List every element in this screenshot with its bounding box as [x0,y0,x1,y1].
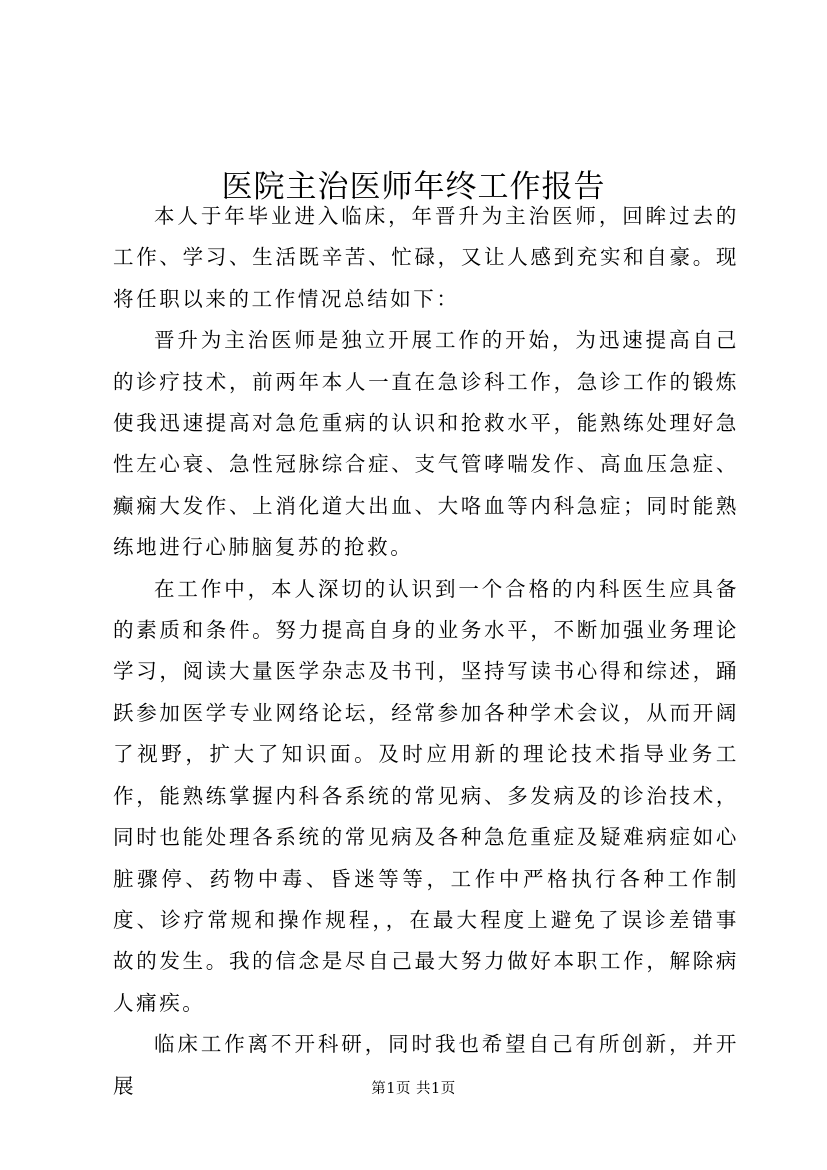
paragraph-research: 临床工作离不开科研，同时我也希望自己有所创新，并开展 [113,1032,739,1098]
paragraph-intro: 本人于年毕业进入临床，年晋升为主治医师，回眸过去的工作、学习、生活既辛苦、忙碌，又让人感到充实和自豪。现将任职以来的工作情况总结如下： [113,204,739,311]
document-body [113,196,739,1107]
paragraph-emergency-work: 晋升为主治医师是独立开展工作的开始，为迅速提高自己的诊疗技术，前两年本人一直在急诊科工作，急诊工作的锻炼使我迅速提高对急危重病的认识和抢救水平，能熟练处理好急性左心衰、急性冠脉综合症、支气管哮喘发作、高血压急症、癫痫大发作、上消化道大出血、大咯血等内科急症；同时能熟练地进行心肺脑复苏的抢救。 [113,328,739,560]
paragraph-professional-growth: 在工作中，本人深切的认识到一个合格的内科医生应具备的素质和条件。努力提高自身的业务水平，不断加强业务理论学习，阅读大量医学杂志及书刊，坚持写读书心得和综述，踊跃参加医学专业网络论坛，经常参加各种学术会议，从而开阔了视野，扩大了知识面。及时应用新的理论技术指导业务工作，能熟练掌握内科各系统的常见病、多发病及的诊治技术，同时也能处理各系统的常见病及各种急危重症及疑难病症如心脏骤停、药物中毒、昏迷等等，工作中严格执行各种工作制度、诊疗常规和操作规程，，在最大程度上避免了误诊差错事故的发生。我的信念是尽自己最大努力做好本职工作，解除病人痛疾。 [113,576,739,1015]
page-number-footer: 第1页 共1页 [371,1081,456,1097]
document-title: 医院主治医师年终工作报告 [221,168,606,205]
